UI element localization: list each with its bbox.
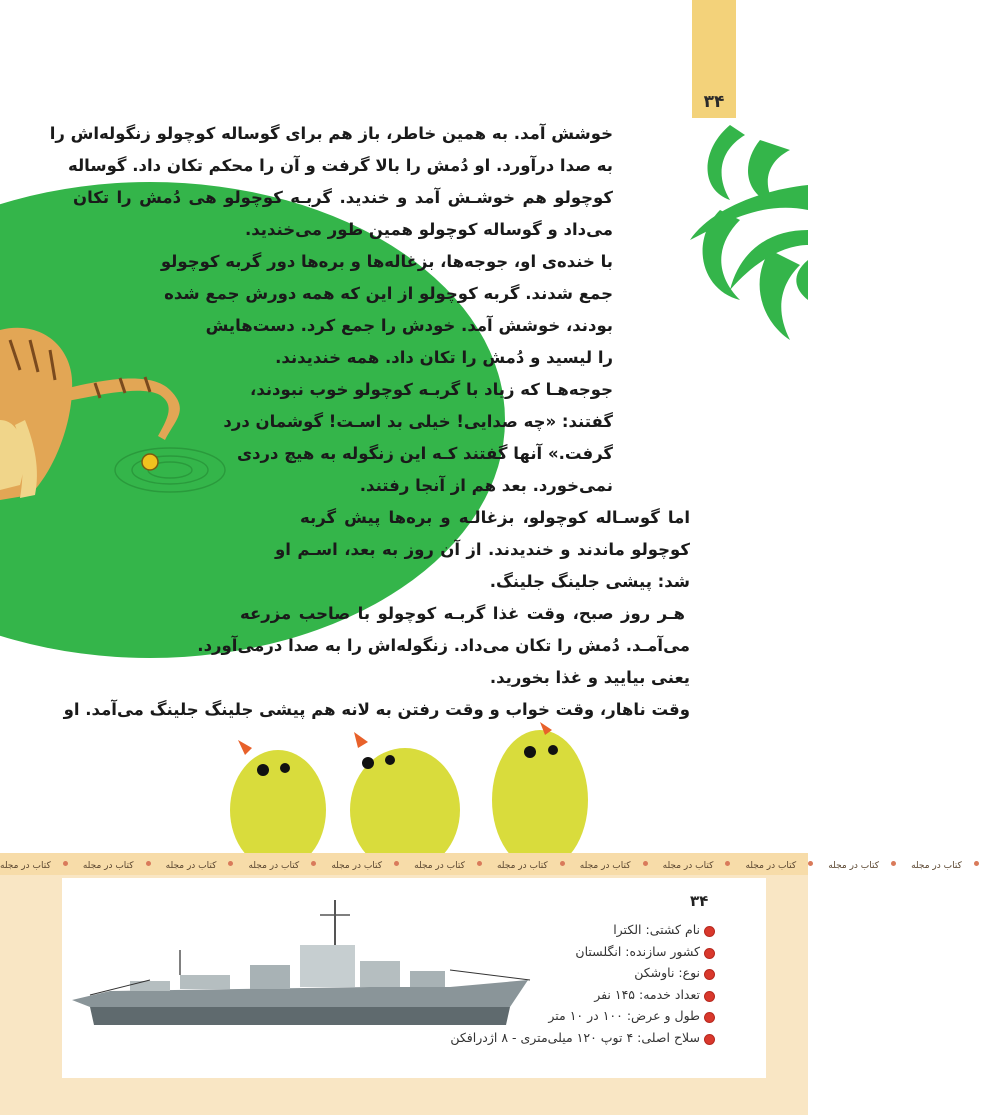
strip-label: کتاب در مجله (911, 861, 962, 871)
card-number: ۳۴ (690, 892, 709, 910)
spec-row (380, 1008, 715, 1030)
story-line: هـر روز صبح، وقت غذا گربـه کوچولو با صاحب مزرعه (240, 604, 685, 623)
story-line: گفتند: «چه صدایی! خیلی بد اسـت! گوشمان درد (223, 412, 613, 431)
strip-dot-icon (311, 861, 316, 866)
story-line: می‌داد و گوساله کوچولو همین طور می‌خندید. (244, 220, 613, 239)
leaf-plant (690, 125, 808, 340)
strip-label: کتاب در مجله (496, 861, 548, 871)
spec-text: سلاح اصلی: ۴ توپ ۱۲۰ میلی‌متری - ۸ اژدرافکن (450, 1029, 700, 1045)
bullet-icon (704, 1012, 715, 1023)
strip-label: کتاب در مجله (579, 861, 631, 871)
strip-dot-icon (228, 861, 233, 866)
bullet-icon (704, 926, 715, 937)
strip-label: کتاب در مجله (165, 861, 217, 871)
spec-text: نام کشتی: الکترا (613, 922, 700, 937)
strip-dot-icon (808, 861, 813, 866)
spec-row (380, 944, 715, 966)
spec-text: تعداد خدمه: ۱۴۵ نفر (594, 986, 700, 1002)
strip-dot-icon (891, 861, 896, 866)
strip-label: کتاب در مجله (662, 861, 714, 871)
story-line: را لیسید و دُمش را تکان داد. همه خندیدند. (275, 348, 613, 367)
strip-dot-icon (394, 861, 399, 866)
strip-dot-icon (725, 861, 730, 866)
ship-specs (380, 922, 715, 1051)
bullet-icon (704, 948, 715, 959)
strip-label: کتاب در مجله (828, 861, 880, 871)
spec-row (380, 965, 715, 987)
strip-dot-icon (560, 861, 565, 866)
spec-text: کشور سازنده: انگلستان (575, 943, 700, 959)
bullet-icon (704, 1034, 715, 1045)
magazine-strip (0, 853, 962, 875)
chick-illustration (230, 722, 588, 872)
page-number: ۳۴ (703, 92, 725, 112)
strip-dot-icon (63, 861, 68, 866)
bullet-icon (704, 991, 715, 1002)
strip-label: کتاب در مجله (82, 861, 134, 871)
story-line: یعنی بیایید و غذا بخورید. (489, 668, 690, 687)
spec-text: طول و عرض: ۱۰۰ در ۱۰ متر (548, 1008, 700, 1023)
story-line: گرفت.» آنها گفتند کـه این زنگوله به هیچ دردی (236, 444, 613, 463)
strip-label: کتاب در مجله (331, 861, 383, 871)
strip-label: کتاب در مجله (248, 861, 300, 871)
strip-label: کتاب در مجله (0, 861, 51, 871)
spec-row (380, 1030, 715, 1052)
story-line: جوجه‌هـا که زیاد با گربـه کوچولو خوب نبودند، (250, 380, 613, 399)
story-line: جمع شدند. گربه کوچولو از این که همه دورش جمع شده (164, 284, 613, 303)
story-line: کوچولو ماندند و خندیدند. از آن روز به بعد، اسـم او (275, 540, 690, 559)
story-line: بودند، خوشش آمد. خودش را جمع کرد. دست‌هایش (205, 316, 613, 335)
strip-dot-icon (146, 861, 151, 866)
story-line: نمی‌خورد. بعد هم از آنجا رفتند. (359, 476, 613, 495)
story-line: شد: پیشی جلینگ جلینگ. (489, 572, 690, 591)
story-line: با خنده‌ی او، جوجه‌ها، بزغاله‌ها و بره‌ها دور گربه کوچولو (160, 252, 613, 271)
story-line: به صدا درآورد. او دُمش را بالا گرفت و آن را محکم تکان داد. گوساله (67, 156, 613, 175)
spec-text: نوع: ناوشکن (634, 965, 700, 980)
strip-dot-icon (974, 861, 979, 866)
strip-label: کتاب در مجله (745, 861, 797, 871)
strip-dot-icon (643, 861, 648, 866)
story-line: اما گوسـاله کوچولو، بزغالـه و بره‌ها پیش گربه (300, 508, 690, 527)
bell-icon (142, 454, 158, 470)
story-line: کوچولو هم خوشـش آمد و خندید. گربـه کوچولو هی دُمش را تکان (73, 188, 613, 207)
strip-dot-icon (477, 861, 482, 866)
story-line: خوشش آمد. به همین خاطر، باز هم برای گوساله کوچولو زنگوله‌اش را (49, 124, 613, 143)
story-line: وقت ناهار، وقت خواب و وقت رفتن به لانه هم پیشی جلینگ جلینگ می‌آمد. او (63, 700, 690, 719)
strip-label: کتاب در مجله (414, 861, 465, 871)
spec-row (380, 987, 715, 1009)
story-line: می‌آمـد. دُمش را تکان می‌داد. زنگوله‌اش را به صدا درمی‌آورد. (197, 636, 690, 655)
bullet-icon (704, 969, 715, 980)
spec-row (380, 922, 715, 944)
